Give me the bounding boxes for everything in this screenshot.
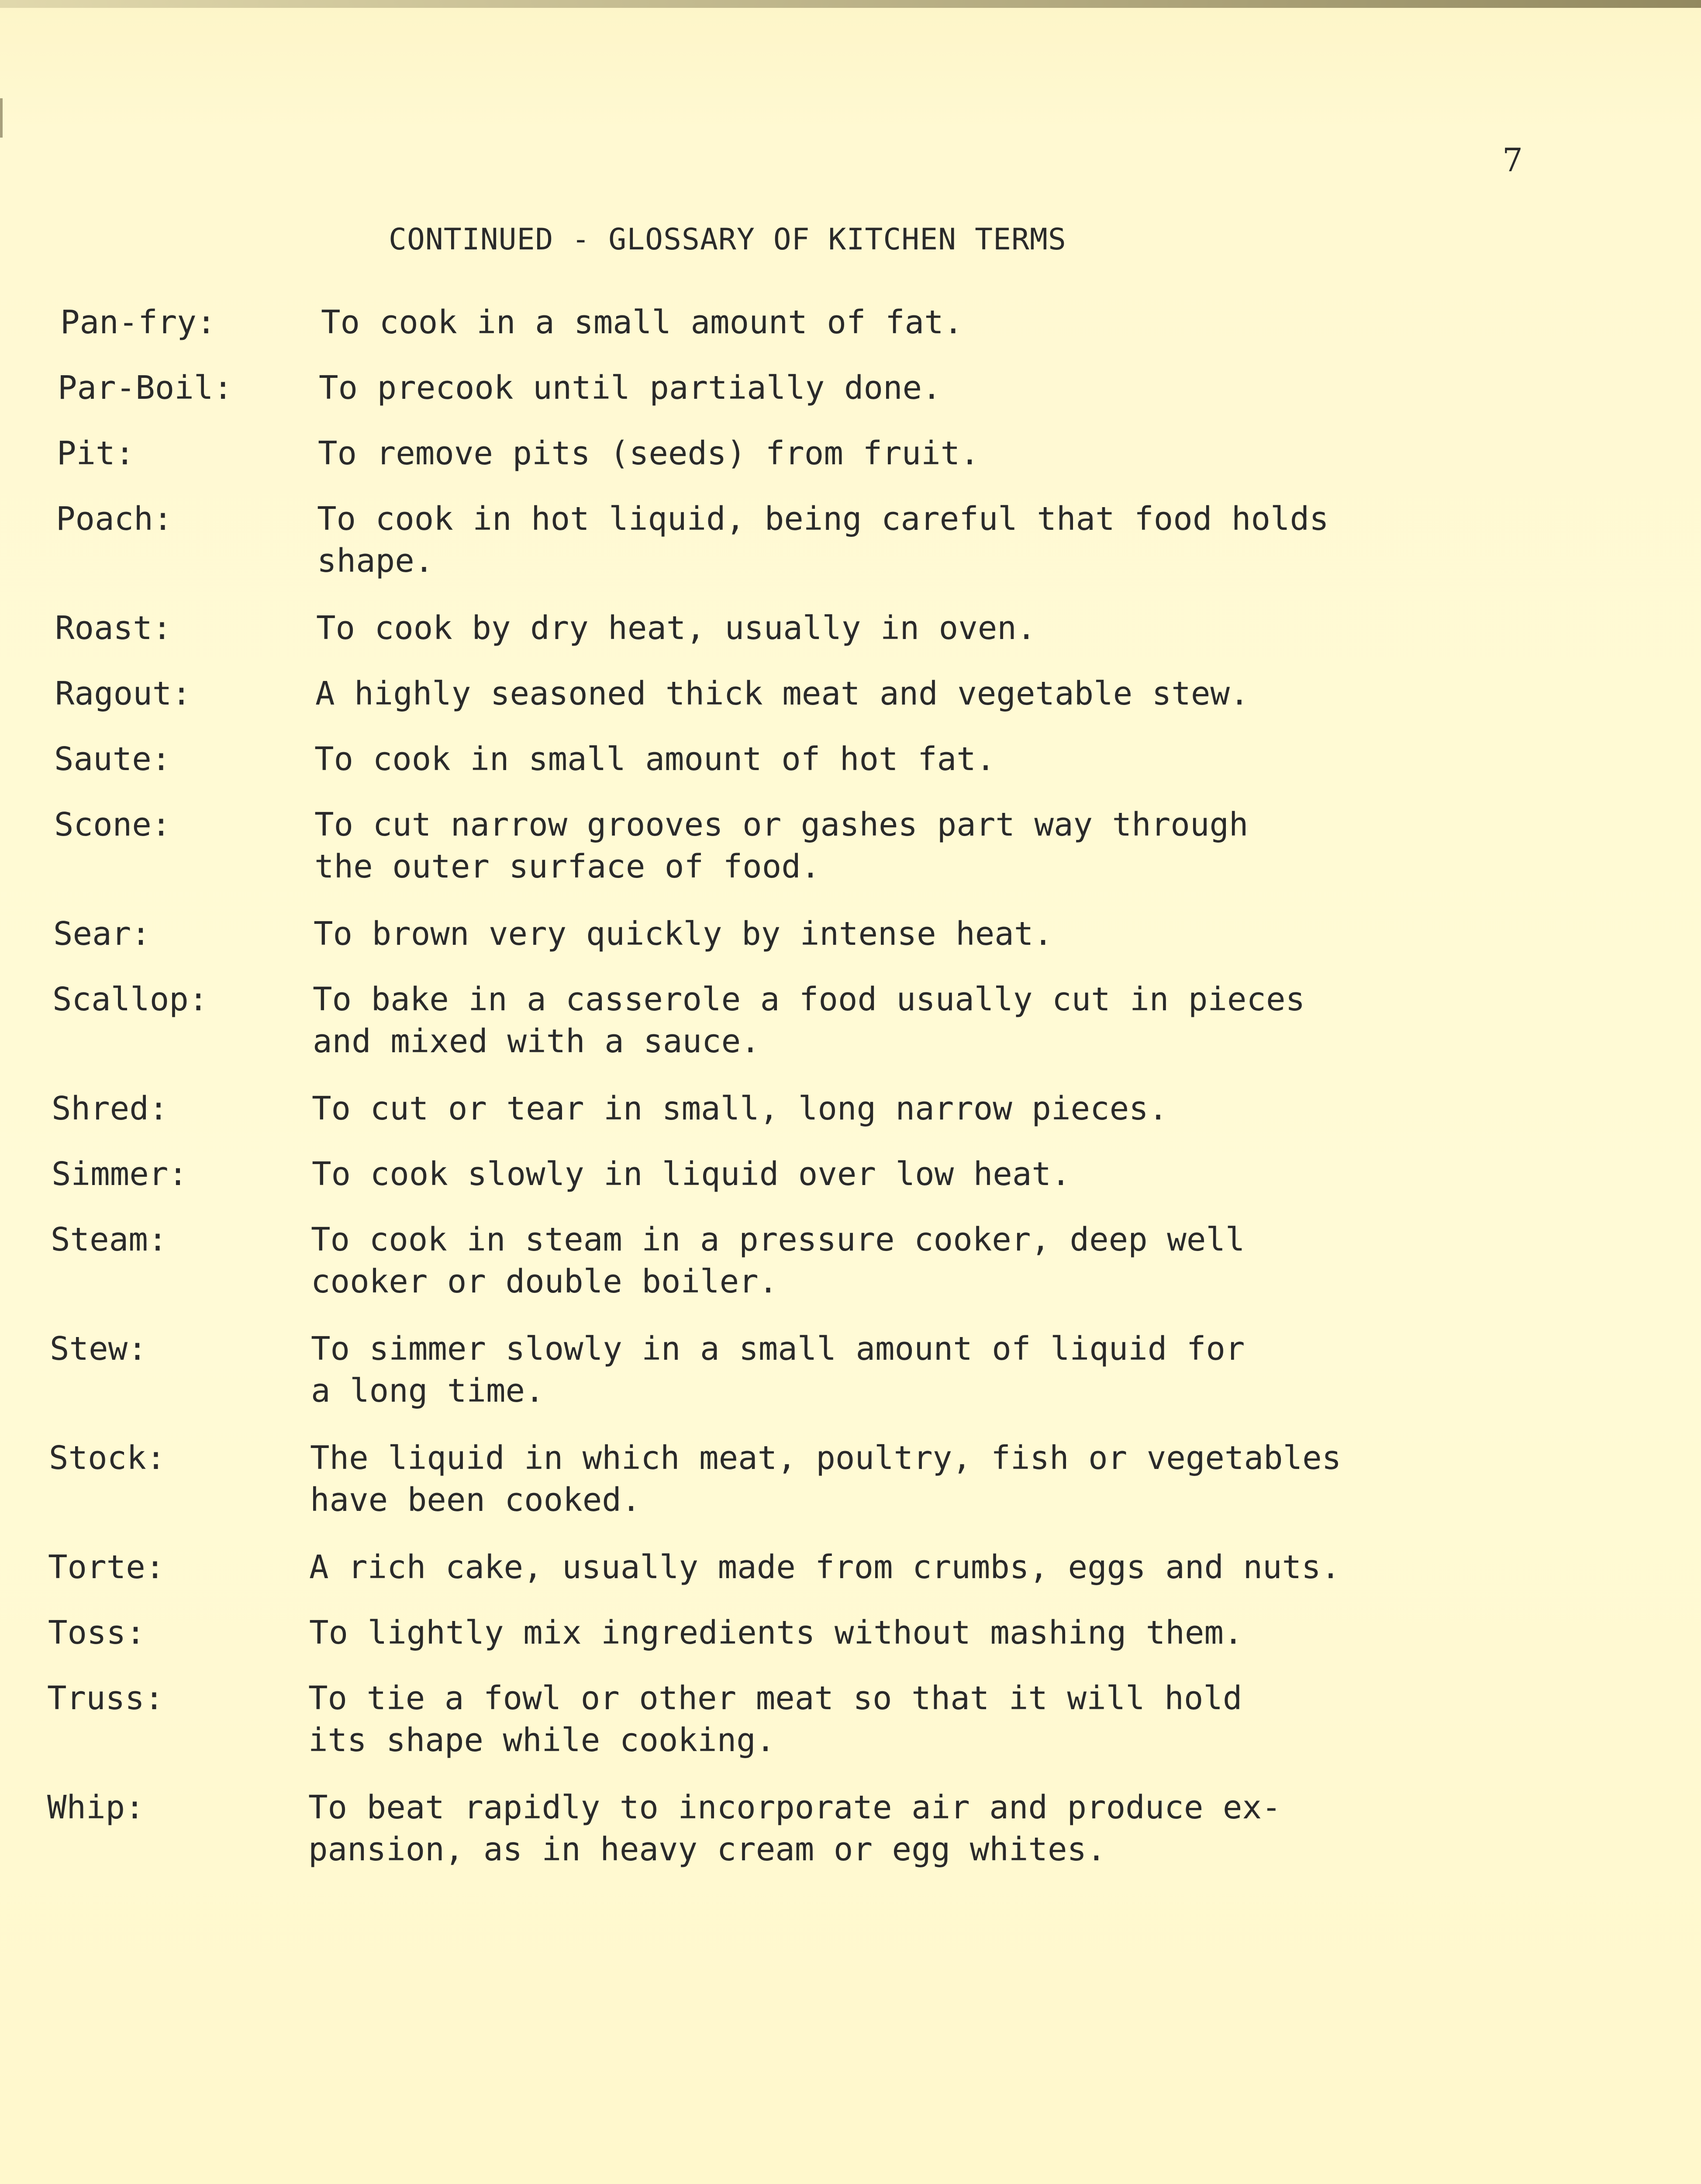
glossary-term: Roast: — [55, 609, 172, 647]
glossary-definition: To beat rapidly to incorporate air and produce ex- pansion, as in heavy cream or egg whites. — [308, 1789, 1281, 1868]
glossary-term: Stock: — [49, 1439, 166, 1477]
glossary-term: Pan-fry: — [60, 304, 216, 341]
glossary-definition: A highly seasoned thick meat and vegetable stew. — [315, 675, 1249, 712]
glossary-definition: To cut narrow grooves or gashes part way through the outer surface of food. — [314, 806, 1249, 885]
glossary-term: Shred: — [52, 1090, 169, 1127]
glossary-definition: To lightly mix ingredients without mashing them. — [309, 1614, 1243, 1652]
page-number: 7 — [1502, 142, 1523, 179]
glossary-term: Poach: — [56, 500, 173, 538]
glossary-term: Sear: — [53, 915, 151, 953]
glossary-term: Whip: — [47, 1789, 145, 1826]
glossary-definition: To tie a fowl or other meat so that it will hold its shape while cooking. — [308, 1679, 1242, 1759]
glossary-definition: To remove pits (seeds) from fruit. — [318, 435, 980, 472]
glossary-term: Stew: — [50, 1330, 147, 1368]
glossary-definition: To cook by dry heat, usually in oven. — [316, 609, 1036, 647]
glossary-definition: To precook until partially done. — [319, 369, 942, 407]
glossary-term: Toss: — [48, 1614, 145, 1652]
glossary-definition: To cook in small amount of hot fat. — [314, 740, 996, 778]
glossary-definition: A rich cake, usually made from crumbs, eggs and nuts. — [309, 1548, 1341, 1586]
glossary-definition: To simmer slowly in a small amount of liquid for a long time. — [311, 1330, 1245, 1410]
glossary-definition: To brown very quickly by intense heat. — [314, 915, 1053, 953]
page-heading: CONTINUED - GLOSSARY OF KITCHEN TERMS — [389, 222, 1066, 257]
glossary-term: Scallop: — [52, 981, 208, 1018]
glossary-term: Scone: — [54, 806, 171, 843]
glossary-term: Saute: — [54, 740, 171, 778]
glossary-definition: To bake in a casserole a food usually cut in pieces and mixed with a sauce. — [313, 981, 1305, 1060]
glossary-term: Torte: — [48, 1548, 165, 1586]
glossary-definition: To cook in steam in a pressure cooker, deep well cooker or double boiler. — [311, 1221, 1245, 1300]
glossary-definition: To cut or tear in small, long narrow pieces. — [312, 1090, 1168, 1127]
glossary-term: Pit: — [57, 435, 135, 472]
glossary-term: Par-Boil: — [58, 369, 233, 407]
glossary-definition: To cook in a small amount of fat. — [321, 304, 963, 341]
glossary-term: Ragout: — [55, 675, 191, 712]
glossary-definition: To cook slowly in liquid over low heat. — [312, 1155, 1071, 1193]
glossary-term: Steam: — [51, 1221, 168, 1258]
glossary-definition: To cook in hot liquid, being careful that food holds shape. — [317, 500, 1329, 580]
glossary-term: Simmer: — [52, 1155, 188, 1193]
glossary-term: Truss: — [47, 1679, 164, 1717]
glossary-definition: The liquid in which meat, poultry, fish or vegetables have been cooked. — [310, 1439, 1342, 1519]
